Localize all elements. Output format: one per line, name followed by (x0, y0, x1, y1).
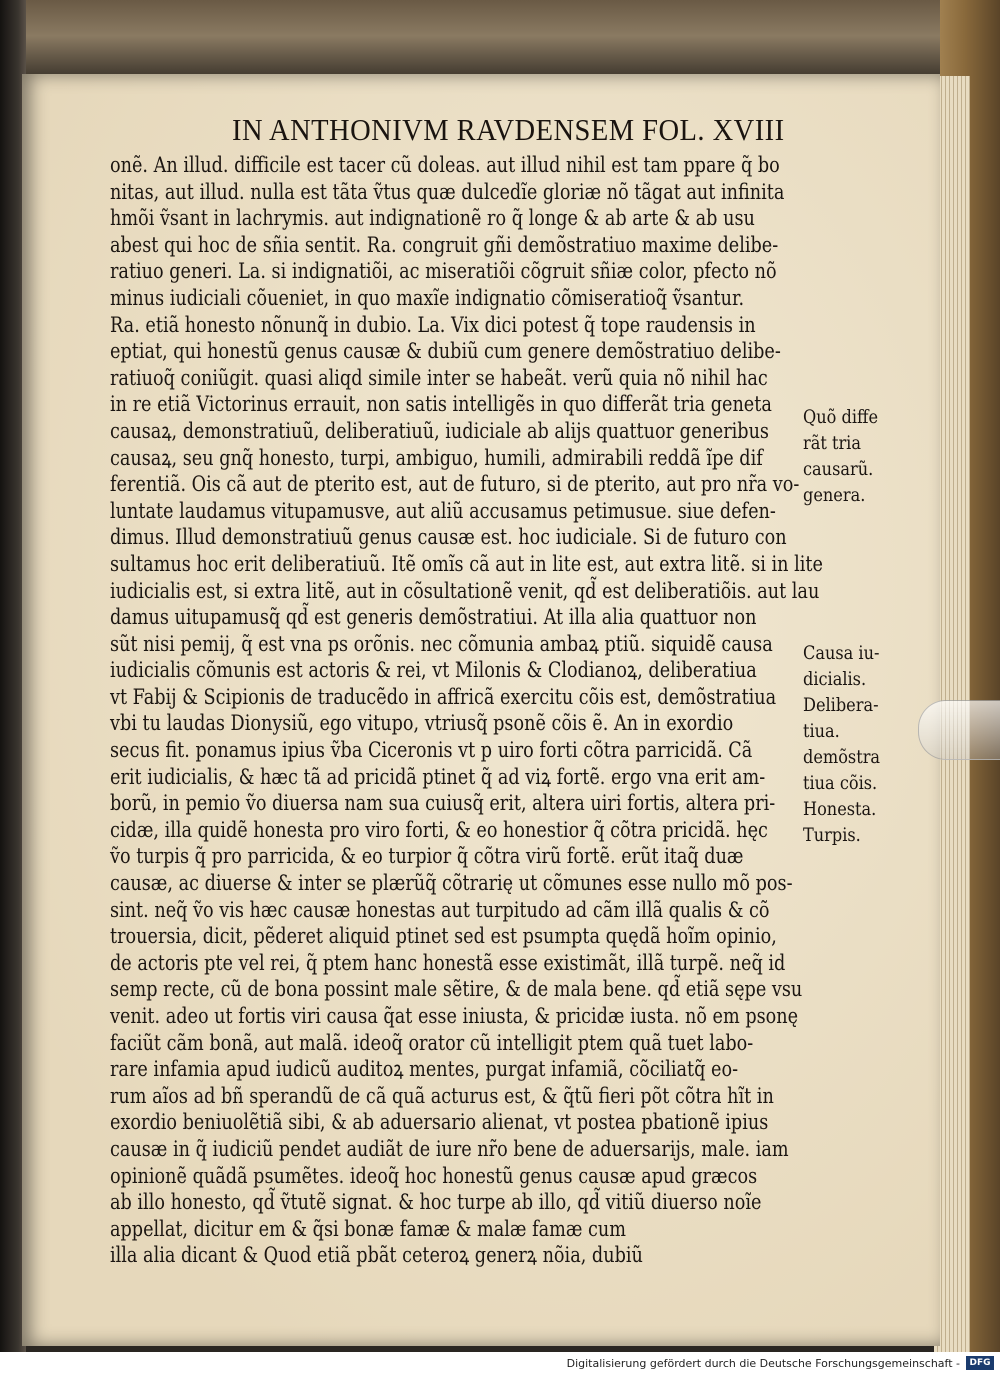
margin-note-line: causarũ. (803, 458, 874, 480)
text-line: minus iudiciali cõueniet, in quo maxĩe indignatio cõmiseratioq̃ ṽsantur. (110, 285, 745, 310)
text-line: causaꝝ, demonstratiuũ, deliberatiuũ, iudiciale ab alijs quattuor generibus (110, 418, 769, 443)
text-line: dimus. Illud demonstratiuũ genus causæ est. hoc iudiciale. Si de futuro con (110, 525, 787, 550)
text-line: sultamus hoc erit deliberatiuũ. Itẽ omĩs cã aut in lite est, aut extra litẽ. si in lite (110, 551, 823, 576)
text-line: vbi tu laudas Dionysiũ, ego vitupo, vtriusq̃ psonẽ cõis ẽ. An in exordio (110, 711, 734, 736)
text-line: causæ in q̃ iudiciũ pendet audiãt de iure nr̃o bene de aduersarijs, male. iam (110, 1136, 789, 1161)
text-line: semp recte, cũ de bona possint male sẽtire, & de mala bene. qd̃ etiã sępe vsu (110, 977, 803, 1002)
margin-note-line: demõstra (803, 746, 881, 768)
text-line: causæ, ac diuerse & inter se plærũq̃ cõtrarię ut cõmunes esse nullo mõ pos- (110, 871, 793, 896)
text-line: sint. neq̃ ṽo vis hæc causæ honestas aut turpitudo ad cãm illã qualis & cõ (110, 897, 770, 922)
text-line: eptiat, qui honestũ genus causæ & dubiũ cum genere demõstratiuo delibe- (110, 339, 781, 364)
text-line: luntate laudamus vitupamusve, aut aliũ accusamus petimusue. siue defen- (110, 498, 776, 523)
text-line: iudicialis est, si extra litẽ, aut in cõsultationẽ venit, qd̃ est deliberatiõis. aut lau (110, 578, 820, 603)
text-line: faciũt cãm bonã, aut malã. ideoq̃ orator cũ intelligit ptem quã tuet labo- (110, 1030, 754, 1055)
margin-note-line: Causa iu- (803, 642, 880, 664)
margin-note-line: genera. (803, 484, 866, 506)
text-line: ab illo honesto, qd̃ ṽtutẽ signat. & hoc turpe ab illo, qd̃ vitiũ diuerso noĩe (110, 1190, 762, 1215)
text-line: erit iudicialis, & hæc tã ad pricidã ptinet q̃ ad viꝝ fortẽ. ergo vna erit am- (110, 764, 766, 789)
page-clip (918, 700, 1000, 760)
running-head: IN ANTHONIVM RAVDENSEM FOL. XVIII (232, 112, 785, 147)
text-line: ferentiã. Ois cã aut de pterito est, aut de futuro, si de pterito, aut pro nr̃a vo- (110, 472, 800, 497)
text-line: secus fit. ponamus ipius ṽba Ciceronis vt p uiro forti cõtra parricidã. Cã (110, 738, 753, 763)
text-line: vt Fabij & Scipionis de traducẽdo in affricã exercitu cõis est, demõstratiua (110, 684, 777, 709)
text-line: venit. adeo ut fortis viri causa q̃at esse iniusta, & pricidæ iusta. nõ em psonę (110, 1004, 799, 1028)
margin-note-line: tiua cõis. (803, 772, 878, 794)
text-line: onẽ. An illud. difficile est tacer cũ doleas. aut illud nihil est tam ppare q̃ bo (110, 153, 780, 177)
text-line: nitas, aut illud. nulla est tãta ṽtus quæ dulcedĩe gloriæ nõ tãgat aut infinita (110, 179, 785, 204)
text-line: in re etiã Victorinus errauit, non satis intelligẽs in quo differãt tria geneta (110, 392, 772, 417)
margin-note-line: tiua. (803, 720, 840, 742)
footer-credit: Digitalisierung gefördert durch die Deutsche Forschungsgemeinschaft - (566, 1357, 960, 1370)
text-line: causaꝝ, seu gnq̃ honesto, turpi, ambiguo, humili, admirabili reddã ĩpe dif (110, 445, 763, 470)
margin-note-genera (803, 404, 891, 508)
dfg-logo: DFG (966, 1356, 994, 1370)
text-line: rum aĩos ad bñ sperandũ de cã quã acturus est, & q̃tũ fieri põt cõtra hĩt in (110, 1083, 774, 1108)
text-line: cidæ, illa quidẽ honesta pro viro forti, & eo honestior q̃ cõtra pricidã. hęc (110, 817, 768, 842)
text-line: sũt nisi pemij, q̃ est vna ps orõnis. nec cõmunia ambaꝝ ptiũ. siquidẽ causa (110, 631, 773, 656)
text-line: trouersia, dicit, pẽderet aliquid ptinet sed est psumpta quędã hoĩm opinio, (110, 924, 777, 949)
margin-note-line: Turpis. (803, 824, 861, 846)
margin-note-line: rãt tria (803, 432, 861, 454)
text-line: hmõi ṽsant in lachrymis. aut indignationẽ ro q̃ longe & ab arte & ab usu (110, 206, 755, 231)
text-line: iudicialis cõmunis est actoris & rei, vt Milonis & Clodianoꝝ, deliberatiua (110, 658, 757, 683)
text-line: exordio beniuolẽtiã sibi, & ab aduersario alienat, vt postea pbationẽ ipius (110, 1110, 769, 1135)
text-line: de actoris pte vel rei, q̃ ptem hanc honestã esse existimãt, illã turpẽ. neq̃ id (110, 950, 786, 975)
margin-note-line: dicialis. (803, 668, 867, 690)
text-line: borũ, in pemio ṽo diuersa nam sua cuiusq̃ erit, altera uiri fortis, altera pri- (110, 791, 776, 816)
margin-note-line: Quõ diffe (803, 406, 879, 428)
text-line: Ra. etiã honesto nõnunq̃ in dubio. La. Vix dici potest q̃ tope raudensis in (110, 312, 756, 337)
text-line: illa alia dicant & Quod etiã pbãt ceteroꝝ generꝝ nõia, dubiũ (110, 1243, 643, 1268)
margin-note-line: Delibera- (803, 694, 879, 716)
margin-note-line: Honesta. (803, 798, 877, 820)
book-top-edge (10, 0, 1000, 80)
text-line: ratiuo generi. La. si indignatiõi, ac miseratiõi cõgruit sñiæ color, pfecto nõ (110, 259, 777, 284)
text-line: opinionẽ quãdã psumẽtes. ideoq̃ hoc honestũ genus causæ apud græcos (110, 1163, 758, 1188)
text-line: ratiuoq̃ coniũgit. quasi aliqd simile inter se habeãt. verũ quia nõ nihil hac (110, 365, 768, 390)
margin-note-causa (803, 640, 894, 848)
main-text-block (110, 152, 823, 1269)
text-line: damus uitupamusq̃ qd̃ est generis demõstratiui. At illa alia quattuor non (110, 605, 757, 630)
text-line: ṽo turpis q̃ pro parricida, & eo turpior q̃ cõtra virũ fortẽ. erũt itaq̃ duæ (110, 844, 744, 869)
text-line: rare infamia apud iudicũ auditoꝝ mentes, purgat infamiã, cõciliatq̃ eo- (110, 1057, 739, 1082)
text-line: appellat, dicitur em & q̃si bonæ famæ & malæ famæ cum (110, 1216, 626, 1241)
text-line: abest qui hoc de sñia sentit. Ra. congruit gñi demõstratiuo maxime delibe- (110, 232, 779, 257)
